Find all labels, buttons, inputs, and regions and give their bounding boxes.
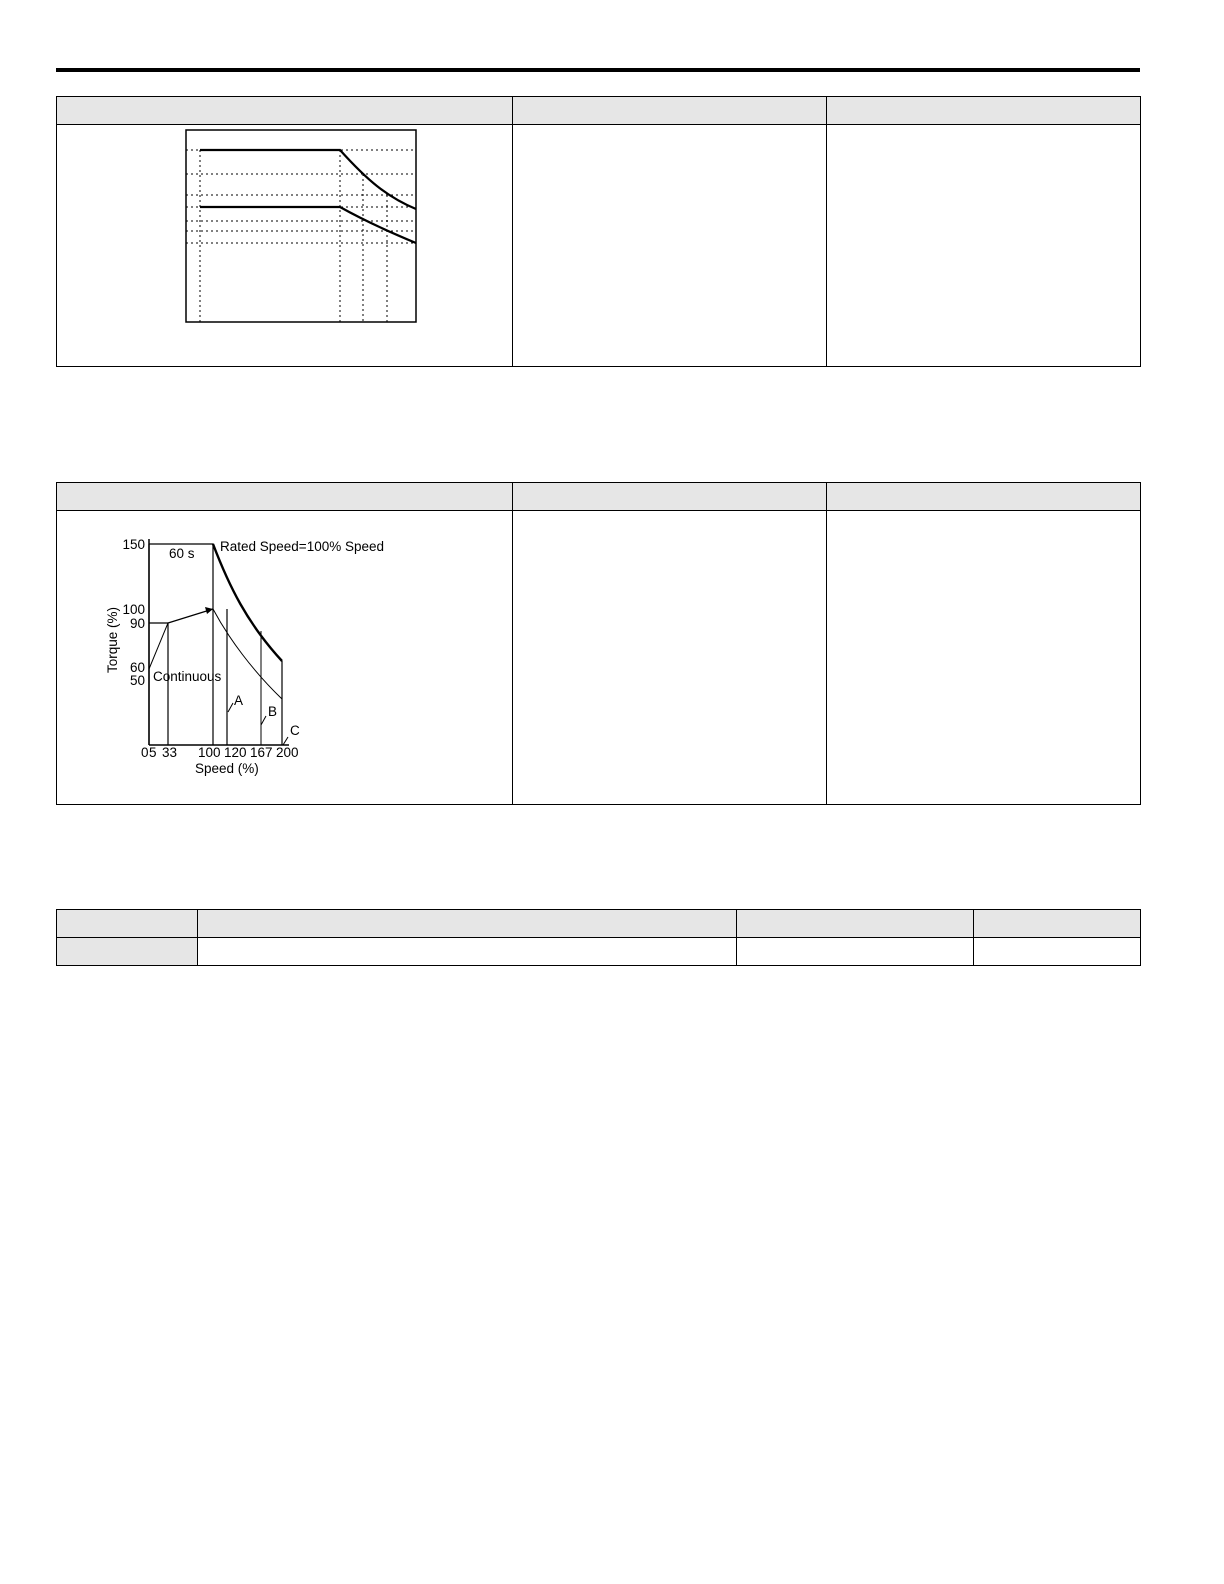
x-tick-100: 100 xyxy=(198,745,221,760)
table-2-header-cell-3 xyxy=(827,483,1141,511)
y-axis-label: Torque (%) xyxy=(105,606,120,673)
figure-a-gridlines xyxy=(186,150,416,322)
annotation-60s: 60 s xyxy=(169,546,195,561)
table-1-header-row xyxy=(57,97,1141,125)
table-3-cell-2 xyxy=(198,938,737,966)
figure-b-marker-a xyxy=(228,703,233,712)
table-2-cell-2 xyxy=(513,511,827,805)
x-tick-167: 167 xyxy=(250,745,273,760)
table-1-cell-2 xyxy=(513,125,827,367)
figure-b-continuous-curve xyxy=(213,609,282,699)
annotation-curve-a: A xyxy=(234,693,244,708)
table-3-cell-3 xyxy=(737,938,974,966)
annotation-rated-speed: Rated Speed=100% Speed xyxy=(220,539,385,554)
table-3-cell-4 xyxy=(974,938,1141,966)
y-tick-50: 50 xyxy=(129,673,145,688)
table-3-header-row xyxy=(57,910,1141,938)
table-3-header-cell-2 xyxy=(198,910,737,938)
table-1-cell-3 xyxy=(827,125,1141,367)
y-tick-60: 60 xyxy=(129,660,145,675)
x-axis-label: Speed (%) xyxy=(195,761,259,776)
header-rule xyxy=(56,68,1140,72)
table-2-cell-3 xyxy=(827,511,1141,805)
table-3-header-cell-4 xyxy=(974,910,1141,938)
annotation-continuous: Continuous xyxy=(153,669,222,684)
table-2-header-row xyxy=(57,483,1141,511)
y-tick-100: 100 xyxy=(122,602,145,617)
table-3-header-cell-1 xyxy=(57,910,198,938)
figure-b-marker-c xyxy=(283,737,288,745)
table-2-figure-cell xyxy=(57,511,513,805)
table-2-header-cell-2 xyxy=(513,483,827,511)
table-1-header-cell-1 xyxy=(57,97,513,125)
table-1-figure-cell xyxy=(57,125,513,367)
x-tick-200: 200 xyxy=(276,745,299,760)
table-1 xyxy=(56,96,1141,367)
table-3-cell-1 xyxy=(57,938,198,966)
figure-b xyxy=(57,511,513,799)
table-2 xyxy=(56,482,1141,805)
figure-b-arrowhead xyxy=(205,607,213,614)
y-tick-150: 150 xyxy=(122,537,145,552)
table-3-header-cell-3 xyxy=(737,910,974,938)
y-tick-90: 90 xyxy=(129,616,145,631)
figure-a-lower-curve xyxy=(200,207,416,243)
x-tick-5: 5 xyxy=(149,745,157,760)
table-1-header-cell-3 xyxy=(827,97,1141,125)
table-3 xyxy=(56,909,1141,966)
table-1-header-cell-2 xyxy=(513,97,827,125)
x-tick-120: 120 xyxy=(224,745,247,760)
table-1-row xyxy=(57,125,1141,367)
x-tick-33: 33 xyxy=(162,745,178,760)
table-3-row xyxy=(57,938,1141,966)
figure-b-marker-b xyxy=(261,716,266,725)
annotation-curve-c: C xyxy=(290,723,300,738)
x-tick-0: 0 xyxy=(141,745,149,760)
table-2-header-cell-1 xyxy=(57,483,513,511)
figure-b-60s-curve xyxy=(213,544,282,661)
annotation-curve-b: B xyxy=(268,704,278,719)
figure-b-continuous-ramp xyxy=(149,623,168,669)
table-2-row xyxy=(57,511,1141,805)
figure-a-upper-curve xyxy=(200,150,416,209)
figure-a-frame xyxy=(186,130,416,322)
figure-a xyxy=(57,125,513,361)
